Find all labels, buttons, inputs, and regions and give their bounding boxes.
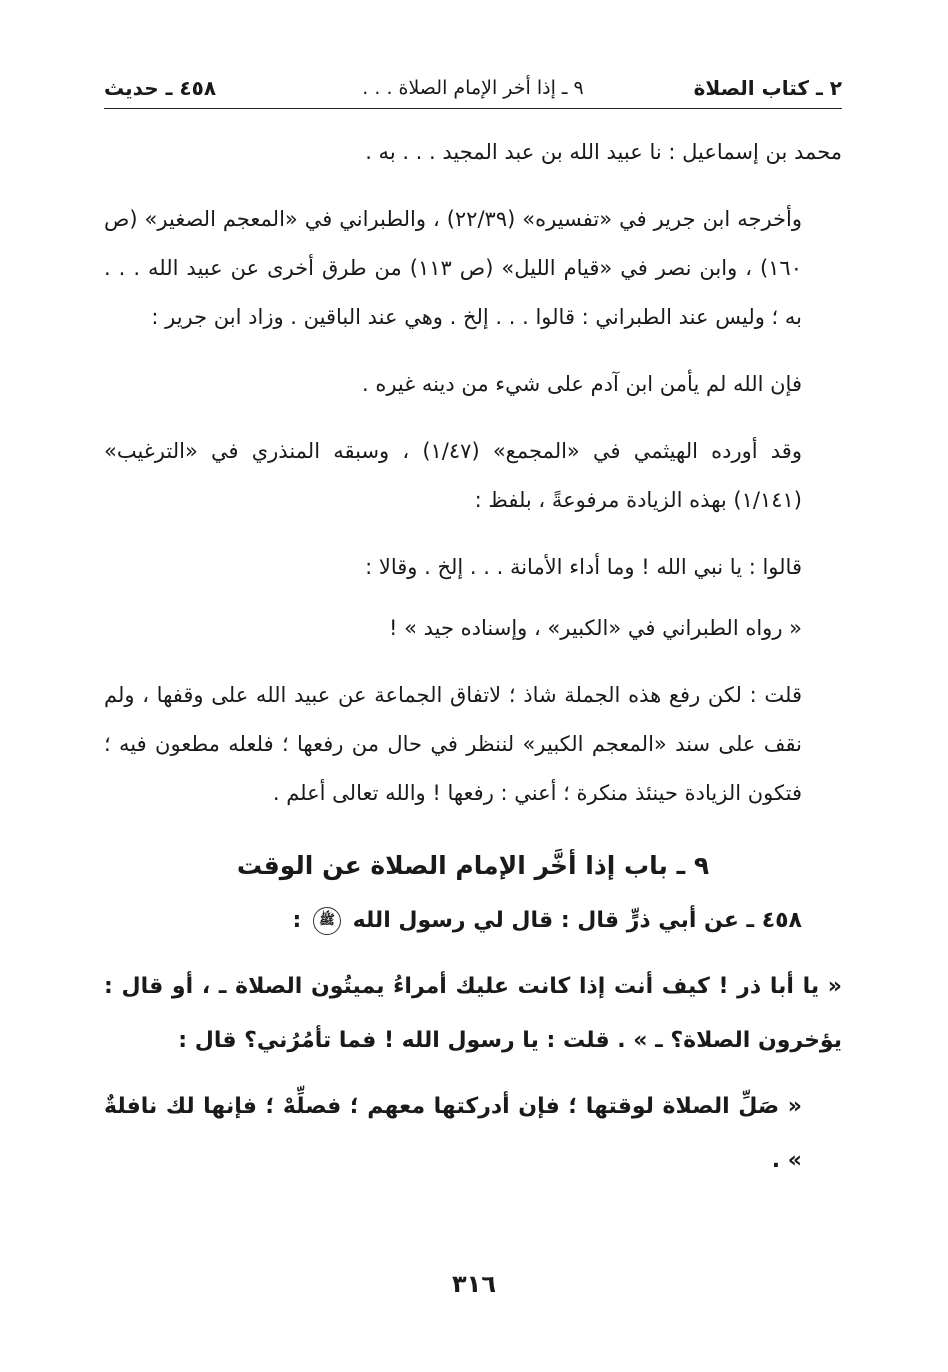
paragraph-chain-end: محمد بن إسماعيل : نا عبيد الله بن عبد المجيد . . . به . <box>365 140 842 164</box>
paragraph-author-comment: قلت : لكن رفع هذه الجملة شاذ ؛ لاتفاق الجماعة عن عبيد الله على وقفها ، ولم نقف على سند «المعجم الكبير» لننظر في حال من رفعها ؛ فلعله مطعون فيه ؛ فتكون الزيادة حينئذ منكرة ؛ أعني : رفعها ! والله تعالى أعلم . <box>104 683 802 805</box>
paragraph-sources: وأخرجه ابن جرير في «تفسيره» (٢٢/٣٩) ، والطبراني في «المعجم الصغير» (ص ١٦٠) ، وابن نصر في «قيام الليل» (ص ١١٣) من طرق أخرى عن عبيد الله . . . به ؛ وليس عند الطبراني : قالوا . . . إلخ . وهي عند الباقين . وزاد ابن جرير : <box>104 207 802 329</box>
hadith-text-1: « يا أبا ذر ! كيف أنت إذا كانت عليك أمراءُ يميتُون الصلاة ـ ، أو قال : يؤخرون الصلاة؟ ـ » . قلت : يا رسول الله ! فما تأمُرُني؟ قال : <box>104 974 842 1053</box>
paragraph-mundhiri-quote: « رواه الطبراني في «الكبير» ، وإسناده جيد » ! <box>389 616 802 640</box>
hadith-intro <box>104 894 842 948</box>
hadith-intro-text: ٤٥٨ ـ عن أبي ذرٍّ قال : قال لي رسول الله <box>352 908 802 933</box>
page-number: ٣١٦ <box>452 1270 496 1298</box>
paragraph-wording: قالوا : يا نبي الله ! وما أداء الأمانة . . . إلخ . وقالا : <box>365 555 802 579</box>
running-header <box>104 70 842 106</box>
hadith-text-2: « صَلِّ الصلاة لوقتها ؛ فإن أدركتها معهم ؛ فصلِّهْ ؛ فإنها لك نافلةٌ » . <box>104 1094 802 1173</box>
header-hadith-number: ٤٥٨ ـ حديث <box>104 76 217 100</box>
page-body <box>104 128 842 1188</box>
header-book-title: ٢ ـ كتاب الصلاة <box>693 76 842 100</box>
paragraph-haythami: وقد أورده الهيثمي في «المجمع» (١/٤٧) ، وسبقه المنذري في «الترغيب» (١/١٤١) بهذه الزيادة مرفوعةً ، بلفظ : <box>104 439 802 512</box>
chapter-heading: ٩ ـ باب إذا أخَّر الإمام الصلاة عن الوقت <box>236 851 710 880</box>
salutation-glyph: ﷺ <box>313 907 341 935</box>
header-divider <box>104 108 842 109</box>
hadith-intro-colon: : <box>292 908 302 933</box>
header-chapter-title: ٩ ـ إذا أخر الإمام الصلاة . . . <box>362 77 584 99</box>
paragraph-addition-quote: فإن الله لم يأمن ابن آدم على شيء من دينه غيره . <box>361 372 802 396</box>
